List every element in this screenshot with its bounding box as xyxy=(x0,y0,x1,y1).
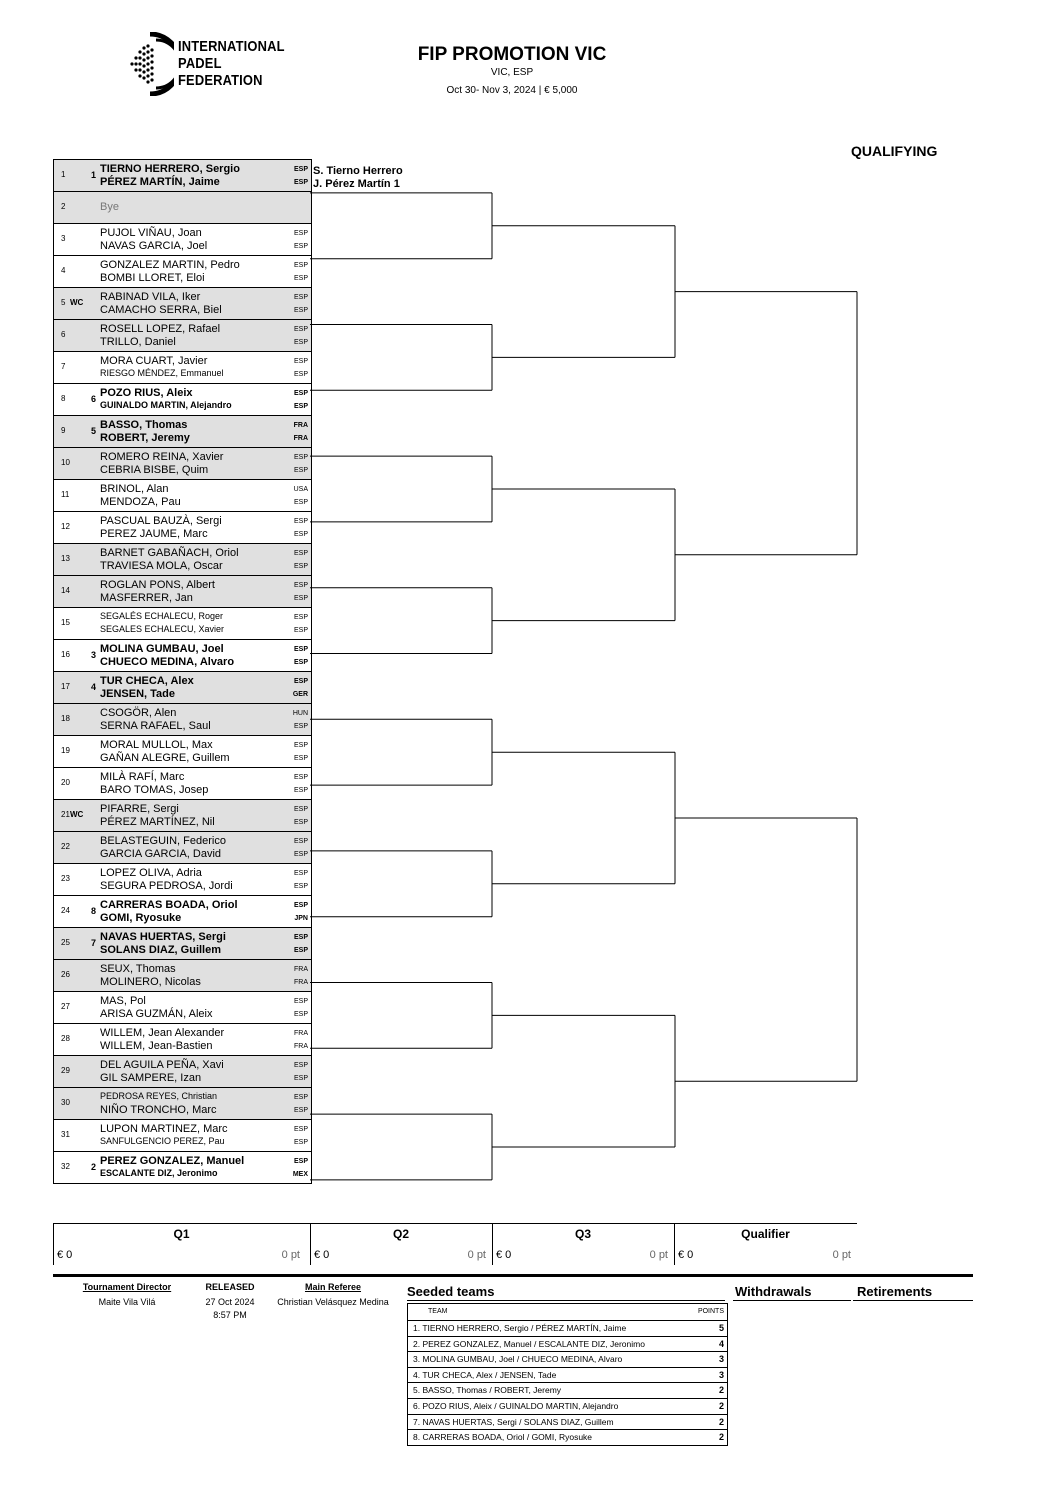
draw-position: 31 xyxy=(61,1130,70,1139)
round-footer xyxy=(53,1223,857,1265)
logo-line3: FEDERATION xyxy=(178,72,263,89)
nationality-code: ESP xyxy=(293,838,308,845)
seeded-team xyxy=(413,1370,556,1380)
seeded-teams-title: Seeded teams xyxy=(407,1284,495,1299)
team-names: BASSO, Thomas / ROBERT, Jeremy xyxy=(422,1385,562,1396)
nationality-code: ESP xyxy=(293,275,308,282)
nationality-code: ESP xyxy=(293,998,308,1005)
draw-position: 29 xyxy=(61,1066,70,1075)
player-name: MORA CUART, Javier xyxy=(100,355,208,367)
player-name: CARRERAS BOADA, Oriol xyxy=(100,899,238,911)
retirements-title: Retirements xyxy=(857,1284,933,1299)
player-name: CSOGÖR, Alen xyxy=(100,707,177,719)
nationality-code: ESP xyxy=(293,1107,308,1114)
player-name: SEGURA PEDROSA, Jordi xyxy=(100,880,233,892)
draw-position: 24 xyxy=(61,906,70,915)
nationality-code: JPN xyxy=(294,915,308,922)
draw-position: 25 xyxy=(61,938,70,947)
player-name: ROBERT, Jeremy xyxy=(100,432,190,444)
draw-position: 13 xyxy=(61,554,70,563)
round-header-q1: Q1 xyxy=(53,1223,310,1244)
player-name: MENDOZA, Pau xyxy=(100,496,181,508)
nationality-code: USA xyxy=(293,486,308,493)
nationality-code: ESP xyxy=(293,1075,308,1082)
withdrawals-title: Withdrawals xyxy=(735,1284,812,1299)
team-names: NAVAS HUERTAS, Sergi / SOLANS DIAZ, Guillem xyxy=(422,1416,614,1427)
seed-number: 3 xyxy=(91,650,97,660)
team-points: 2 xyxy=(718,1400,724,1411)
seeded-team-row xyxy=(408,1352,727,1368)
team-names: PEREZ GONZALEZ, Manuel / ESCALANTE DIZ, Jeronimo xyxy=(422,1338,645,1349)
draw-position: 20 xyxy=(61,778,70,787)
player-name: GARCIA GARCIA, David xyxy=(100,848,222,860)
team-names: CARRERAS BOADA, Oriol / GOMI, Ryosuke xyxy=(422,1432,593,1443)
player-name: BARO TOMAS, Josep xyxy=(100,784,209,796)
round-value-q3 xyxy=(492,1245,674,1265)
player-name: GIL SAMPERE, Izan xyxy=(100,1072,202,1084)
tournament-dates: Oct 30- Nov 3, 2024 | € 5,000 xyxy=(446,85,578,96)
draw-position: 10 xyxy=(61,458,70,467)
draw-position: 28 xyxy=(61,1034,70,1043)
player-name: SOLANS DIAZ, Guillem xyxy=(100,944,222,956)
wildcard-badge: WC xyxy=(70,810,84,819)
nationality-code: FRA xyxy=(294,966,308,973)
nationality-code: ESP xyxy=(293,358,308,365)
seed-number: 5 xyxy=(91,426,97,436)
player-name: WILLEM, Jean Alexander xyxy=(100,1027,225,1039)
logo-line2: PADEL xyxy=(178,55,222,72)
player-name: LUPON MARTINEZ, Marc xyxy=(100,1123,228,1135)
player-name: PÉREZ MARTÍNEZ, Nil xyxy=(100,816,215,828)
nationality-code: ESP xyxy=(293,627,308,634)
nationality-code: ESP xyxy=(293,262,308,269)
round-value-qualifier xyxy=(674,1245,857,1265)
player-name: MOLINERO, Nicolas xyxy=(100,976,201,988)
draw-position: 18 xyxy=(61,714,70,723)
draw-position: 9 xyxy=(61,426,66,435)
nationality-code: ESP xyxy=(293,550,308,557)
seeded-team xyxy=(413,1417,614,1427)
player-name: CHUECO MEDINA, Alvaro xyxy=(100,656,235,668)
main-referee xyxy=(268,1282,398,1307)
player-name: JENSEN, Tade xyxy=(100,688,175,700)
points-column-header: POINTS xyxy=(697,1308,724,1315)
player-name: NAVAS HUERTAS, Sergi xyxy=(100,931,226,943)
draw-position: 30 xyxy=(61,1098,70,1107)
player-name: CEBRIA BISBE, Quim xyxy=(100,464,209,476)
team-points: 2 xyxy=(718,1385,724,1396)
nationality-code: ESP xyxy=(293,1011,308,1018)
seeded-team-row xyxy=(408,1321,727,1337)
nationality-code: ESP xyxy=(293,339,308,346)
released-time: 8:57 PM xyxy=(213,1310,247,1320)
seeded-team xyxy=(413,1323,626,1333)
player-name: LOPEZ OLIVA, Adria xyxy=(100,867,202,879)
team-names: TIERNO HERRERO, Sergio / PÉREZ MARTÍN, Jaime xyxy=(422,1323,627,1333)
player-name: CAMACHO SERRA, Biel xyxy=(100,304,222,316)
team-points: 2 xyxy=(718,1432,724,1443)
prize-money: € 0 xyxy=(314,1249,330,1261)
seeded-header xyxy=(408,1304,727,1321)
nationality-code: ESP xyxy=(293,851,308,858)
player-name: SEGALÉS ECHALECU, Roger xyxy=(100,611,224,621)
nationality-code: ESP xyxy=(293,1126,308,1133)
tournament-location: VIC, ESP xyxy=(490,67,534,78)
player-name: BRINOL, Alan xyxy=(100,483,169,495)
prize-money: € 0 xyxy=(496,1249,512,1261)
player-name: BOMBI LLORET, Eloi xyxy=(100,272,205,284)
bye-label: Bye xyxy=(100,201,119,213)
player-name: NAVAS GARCIA, Joel xyxy=(100,240,208,252)
player-name: TRAVIESA MOLA, Oscar xyxy=(100,560,223,572)
draw-position: 15 xyxy=(61,618,70,627)
seed-number: 2 xyxy=(91,1162,97,1172)
player-name: PIFARRE, Sergi xyxy=(100,803,179,815)
director-name: Maite Vila Vilá xyxy=(98,1297,156,1307)
prize-money: € 0 xyxy=(57,1249,73,1261)
seed-rank: 1. xyxy=(413,1323,421,1333)
player-name: MOLINA GUMBAU, Joel xyxy=(100,643,224,655)
round-header-q2: Q2 xyxy=(310,1223,492,1244)
draw-position: 2 xyxy=(61,202,66,211)
seeded-team-row xyxy=(408,1337,727,1353)
round-value-q2 xyxy=(310,1245,492,1265)
team-points: 2 xyxy=(718,1416,724,1427)
draw-position: 4 xyxy=(61,266,66,275)
nationality-code: ESP xyxy=(293,230,308,237)
nationality-code: HUN xyxy=(292,710,308,717)
player-name: NIÑO TRONCHO, Marc xyxy=(100,1104,217,1116)
seeded-team xyxy=(413,1432,592,1442)
nationality-code: ESP xyxy=(293,243,308,250)
divider xyxy=(492,1223,493,1265)
seed-rank: 8. xyxy=(413,1432,421,1443)
nationality-code: ESP xyxy=(293,723,308,730)
points: 0 pt xyxy=(281,1249,300,1261)
draw-position: 12 xyxy=(61,522,70,531)
player-name: POZO RIUS, Aleix xyxy=(100,387,193,399)
team-points: 3 xyxy=(718,1354,724,1365)
draw-type-label: QUALIFYING xyxy=(851,143,938,159)
released-date: 27 Oct 2024 xyxy=(205,1297,255,1307)
player-name: DEL AGUILA PEÑA, Xavi xyxy=(100,1059,224,1071)
nationality-code: ESP xyxy=(293,646,308,653)
footer-divider xyxy=(53,1274,973,1277)
nationality-code: ESP xyxy=(293,614,308,621)
nationality-code: ESP xyxy=(293,934,308,941)
points: 0 pt xyxy=(649,1249,668,1261)
nationality-code: ESP xyxy=(293,467,308,474)
seed-rank: 5. xyxy=(413,1385,421,1396)
player-name: WILLEM, Jean-Bastien xyxy=(100,1040,213,1052)
seeded-team xyxy=(413,1339,645,1349)
nationality-code: FRA xyxy=(294,979,308,986)
team-names: MOLINA GUMBAU, Joel / CHUECO MEDINA, Alvaro xyxy=(422,1354,623,1365)
nationality-code: ESP xyxy=(293,294,308,301)
draw-position: 16 xyxy=(61,650,70,659)
nationality-code: ESP xyxy=(293,678,308,685)
nationality-code: ESP xyxy=(293,326,308,333)
referee-label: Main Referee xyxy=(304,1282,362,1292)
nationality-code: ESP xyxy=(293,1139,308,1146)
nationality-code: ESP xyxy=(293,166,308,173)
player-name: BARNET GABAÑACH, Oriol xyxy=(100,547,239,559)
player-name: MORAL MULLOL, Max xyxy=(100,739,213,751)
seeded-team-row xyxy=(408,1383,727,1399)
divider xyxy=(53,1223,54,1265)
player-name: TIERNO HERRERO, Sergio xyxy=(100,163,240,175)
points: 0 pt xyxy=(467,1249,486,1261)
nationality-code: ESP xyxy=(293,902,308,909)
nationality-code: ESP xyxy=(293,403,308,410)
seed-rank: 7. xyxy=(413,1416,421,1427)
draw-position: 32 xyxy=(61,1162,70,1171)
draw-position: 8 xyxy=(61,394,66,403)
tournament-title: FIP PROMOTION VIC xyxy=(417,44,607,65)
nationality-code: ESP xyxy=(293,742,308,749)
draw-position: 17 xyxy=(61,682,70,691)
player-name: PASCUAL BAUZÀ, Sergi xyxy=(100,515,222,527)
seed-number: 8 xyxy=(91,906,97,916)
player-name: SANFULGENCIO PEREZ, Pau xyxy=(100,1136,225,1146)
divider xyxy=(674,1223,675,1265)
seed-rank: 3. xyxy=(413,1354,421,1365)
nationality-code: ESP xyxy=(293,179,308,186)
player-name: ROMERO REINA, Xavier xyxy=(100,451,224,463)
advanced-player-2: J. Pérez Martín 1 xyxy=(313,178,400,190)
round-header-q3: Q3 xyxy=(492,1223,674,1244)
seeded-teams-table xyxy=(407,1303,728,1446)
logo-line1: INTERNATIONAL xyxy=(178,38,285,55)
draw-position: 11 xyxy=(61,490,70,499)
nationality-code: ESP xyxy=(293,563,308,570)
wildcard-badge: WC xyxy=(70,298,84,307)
tournament-director xyxy=(62,1282,192,1307)
nationality-code: ESP xyxy=(293,787,308,794)
nationality-code: FRA xyxy=(294,1030,308,1037)
divider xyxy=(733,1300,851,1301)
team-points: 3 xyxy=(718,1369,724,1380)
seeded-team-row xyxy=(408,1399,727,1415)
player-name: PUJOL VIÑAU, Joan xyxy=(100,227,202,239)
advanced-player-1: S. Tierno Herrero xyxy=(313,165,403,177)
draw-position: 14 xyxy=(61,586,70,595)
player-name: PEREZ GONZALEZ, Manuel xyxy=(100,1155,245,1167)
seed-number: 4 xyxy=(91,682,97,692)
nationality-code: ESP xyxy=(293,806,308,813)
nationality-code: ESP xyxy=(293,774,308,781)
nationality-code: ESP xyxy=(293,819,308,826)
seeded-team xyxy=(413,1385,561,1395)
nationality-code: ESP xyxy=(293,531,308,538)
player-name: PEDROSA REYES, Christian xyxy=(100,1091,218,1101)
seed-number: 7 xyxy=(91,938,97,948)
nationality-code: ESP xyxy=(293,883,308,890)
nationality-code: ESP xyxy=(293,390,308,397)
nationality-code: ESP xyxy=(293,1062,308,1069)
draw-position: 21 xyxy=(61,810,70,819)
nationality-code: ESP xyxy=(293,1158,308,1165)
player-name: SERNA RAFAEL, Saul xyxy=(100,720,211,732)
draw-position: 23 xyxy=(61,874,70,883)
seeded-team-row xyxy=(408,1368,727,1384)
nationality-code: FRA xyxy=(293,422,308,429)
seeded-team-row xyxy=(408,1430,727,1445)
round-value-q1 xyxy=(53,1245,306,1265)
player-name: TRILLO, Daniel xyxy=(100,336,176,348)
prize-money: € 0 xyxy=(678,1249,694,1261)
released-label: RELEASED xyxy=(205,1282,255,1292)
draw-position: 22 xyxy=(61,842,70,851)
nationality-code: ESP xyxy=(293,755,308,762)
director-label: Tournament Director xyxy=(82,1282,172,1292)
seed-number: 6 xyxy=(91,394,97,404)
player-name: MILÀ RAFÍ, Marc xyxy=(100,771,185,783)
team-column-header: TEAM xyxy=(428,1308,448,1315)
nationality-code: ESP xyxy=(293,499,308,506)
player-name: GAÑAN ALEGRE, Guillem xyxy=(100,752,230,764)
nationality-code: ESP xyxy=(293,582,308,589)
player-name: GONZALEZ MARTIN, Pedro xyxy=(100,259,240,271)
points: 0 pt xyxy=(832,1249,851,1261)
nationality-code: MEX xyxy=(292,1171,308,1178)
nationality-code: ESP xyxy=(293,518,308,525)
player-name: GOMI, Ryosuke xyxy=(100,912,182,924)
nationality-code: ESP xyxy=(293,659,308,666)
draw-position: 5 xyxy=(61,298,66,307)
player-name: TUR CHECA, Alex xyxy=(100,675,194,687)
nationality-code: ESP xyxy=(293,1094,308,1101)
player-name: SEGALES ECHALECU, Xavier xyxy=(100,624,225,634)
player-name: RABINAD VILA, Iker xyxy=(100,291,201,303)
nationality-code: GER xyxy=(292,691,308,698)
round-header-qualifier: Qualifier xyxy=(674,1223,857,1244)
player-name: RIESGO MÉNDEZ, Emmanuel xyxy=(100,368,224,378)
nationality-code: FRA xyxy=(294,1043,308,1050)
team-names: POZO RIUS, Aleix / GUINALDO MARTIN, Alejandro xyxy=(422,1400,619,1411)
draw-position: 26 xyxy=(61,970,70,979)
nationality-code: ESP xyxy=(293,307,308,314)
draw-position: 1 xyxy=(61,170,66,179)
team-names: TUR CHECA, Alex / JENSEN, Tade xyxy=(422,1369,557,1380)
player-name: ROSELL LOPEZ, Rafael xyxy=(100,323,221,335)
player-name: MAS, Pol xyxy=(100,995,146,1007)
player-name: PEREZ JAUME, Marc xyxy=(100,528,208,540)
team-points: 5 xyxy=(718,1323,724,1333)
draw-position: 3 xyxy=(61,234,66,243)
referee-name: Christian Velásquez Medina xyxy=(277,1297,389,1307)
divider xyxy=(853,1300,973,1301)
player-name: ROGLAN PONS, Albert xyxy=(100,579,215,591)
seed-rank: 2. xyxy=(413,1338,421,1349)
seed-number: 1 xyxy=(91,170,97,180)
player-name: BASSO, Thomas xyxy=(100,419,188,431)
nationality-code: ESP xyxy=(293,870,308,877)
player-name: MASFERRER, Jan xyxy=(100,592,193,604)
draw-position: 27 xyxy=(61,1002,70,1011)
player-name: ARISA GUZMÁN, Aleix xyxy=(100,1008,213,1020)
nationality-code: ESP xyxy=(293,371,308,378)
player-name: ESCALANTE DIZ, Jeronimo xyxy=(100,1168,218,1178)
team-points: 4 xyxy=(718,1338,724,1349)
draw-position: 19 xyxy=(61,746,70,755)
seeded-team xyxy=(413,1354,622,1364)
player-name: PÉREZ MARTÍN, Jaime xyxy=(100,176,220,188)
divider xyxy=(310,1223,311,1265)
seed-rank: 6. xyxy=(413,1400,421,1411)
draw-position: 7 xyxy=(61,362,66,371)
nationality-code: FRA xyxy=(293,435,308,442)
seed-rank: 4. xyxy=(413,1369,421,1380)
player-name: SEUX, Thomas xyxy=(100,963,176,975)
seeded-team xyxy=(413,1401,618,1411)
nationality-code: ESP xyxy=(293,454,308,461)
player-name: GUINALDO MARTIN, Alejandro xyxy=(100,400,232,410)
divider xyxy=(407,1300,725,1301)
released-info xyxy=(190,1282,270,1320)
nationality-code: ESP xyxy=(293,595,308,602)
seeded-team-row xyxy=(408,1415,727,1431)
player-name: BELASTEGUIN, Federico xyxy=(100,835,226,847)
nationality-code: ESP xyxy=(293,947,308,954)
draw-position: 6 xyxy=(61,330,66,339)
